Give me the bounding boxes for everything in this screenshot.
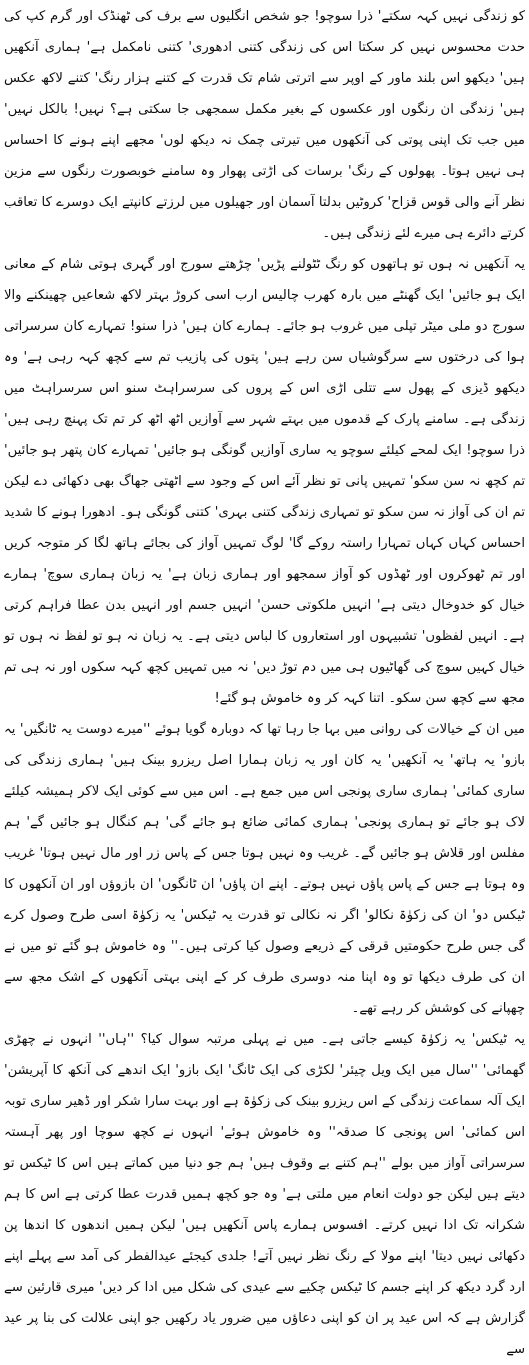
paragraph-2: یہ آنکھیں نہ ہوں تو ہاتھوں کو رنگ ٹٹولنے پڑیں' چڑھتے سورج اور گہری ہوتی شام کے معانی ایک ہو جائیں' ایک گھنٹے میں بارہ کھرب چالیس ارب اسی کروڑ بہتر لاکھ شعاعیں چھینکنے والا سورج دو ملی میٹر تپلی میں غروب ہو جائے۔ ہمارے کان ہیں' ذرا سنو! تمہارے کان سرسراتی ہوا کی درختوں سے سرگوشیاں سن رہے ہیں' پتوں کی پازیب تم سے کچھ کہہ رہی ہے' وہ دیکھو ڈیزی کے پھول سے تتلی اڑی اس کے پروں کی سرسراہٹ سنو اس سرسراہٹ میں زندگی ہے۔ سامنے پارک کے قدموں میں بہتے شہر سے آوازیں اٹھ اٹھ کر تم تک پہنچ رہی ہیں' ذرا سوچو! ایک لمحے کیلئے سوچو یہ ساری آوازیں گونگی ہو جائیں' تمہارے کان پتھر ہو جائیں' تم کچھ نہ سن سکو' تمہیں پانی تو نظر آئے اس کے وجود سے اٹھتی جھاگ بھی دکھائی دے لیکن تم ان کی آواز نہ سن سکو تو تمہاری زندگی کتنی بہری' کتنی گونگی ہو۔ ادھورا ہونے کا شدید احساس کہاں کہاں تمہارا راستہ روکے گا' لوگ تمہیں آواز کی بجائے ہاتھ لگا کر متوجہ کریں اور تم ٹھوکروں اور ٹھڈوں کو آواز سمجھو اور ہماری زبان ہے' یہ زبان ہماری سوچ' ہمارے خیال کو خدوخال دیتی ہے' انہیں ملکوتی حسن' انہیں جسم اور انہیں بدن عطا فراہم کرتی ہے۔ انہیں لفظوں' تشبیہوں اور استعاروں کا لباس دیتی ہے۔ یہ زبان نہ ہو تو لفظ نہ ہوں تو خیال کہیں سوچ کی گھاٹیوں ہی میں دم توڑ دیں' نہ میں تمہیں کچھ کہہ سکوں اور نہ ہی تم مجھ سے کچھ سن سکو۔ اتنا کہہ کر وہ خاموش ہو گئے! bbox=[4, 257, 525, 706]
paragraph-3: میں ان کے خیالات کی روانی میں بہا جا رہا تھا کہ دوبارہ گویا ہوئے ''میرے دوست یہ ٹانگیں' یہ بازو' یہ ہاتھ' یہ آنکھیں' یہ کان اور یہ زبان ہمارا اصل ریزرو بینک ہیں' ہماری زندگی کی ساری کمائی' ہماری ساری پونجی اس میں جمع ہے۔ اس میں سے کوئی ایک لاکر ہمیشہ کیلئے لاک ہو جائے تو ہماری پونجی' ہماری کمائی ضائع ہو جائے گی' ہم کنگال ہو جائیں گے' ہم مفلس اور قلاش ہو جائیں گے۔ غریب وہ نہیں ہوتا جس کے پاس زر اور مال نہیں ہوتا' غریب وہ ہوتا ہے جس کے پاس پاؤں نہیں ہوتے۔ اپنے ان پاؤں' ان ٹانگوں' ان بازوؤں اور ان آنکھوں کا ٹیکس دو' ان کی زکوٰۃ نکالو' اگر نہ نکالی تو قدرت یہ ٹیکس' یہ زکوٰۃ اسی طرح وصول کرے گی جس طرح حکومتیں قرقی کے ذریعے وصول کیا کرتی ہیں۔'' وہ خاموش ہو گئے تو میں نے ان کی طرف دیکھا تو وہ اپنا منہ دوسری طرف کر کے اپنی بہتی آنکھوں کے اشک مجھ سے چھپانے کی کوشش کر رہے تھے۔ bbox=[4, 722, 525, 1016]
paragraph-1: کو زندگی نہیں کہہ سکتے' ذرا سوچو! جو شخص انگلیوں سے برف کی ٹھنڈک اور گرم کپ کی حدت محسوس نہیں کر سکتا اس کی زندگی کتنی ادھوری' کتنی نامکمل ہے' ہماری آنکھیں ہیں' دیکھو اس بلند ماور کے اوپر سے اترتی شام تک قدرت کے کتنے ہزار رنگ' کتنے لاکھ عکس ہیں' زندگی ان رنگوں اور عکسوں کے بغیر مکمل سمجھی جا سکتی ہے؟ نہیں! بالکل نہیں' میں جب تک اپنی پوتی کی آنکھوں میں تیرتی چمک نہ دیکھ لوں' مجھے اپنے ہونے کا احساس ہی نہیں ہوتا۔ پھولوں کے رنگ' برسات کی اڑتی پھوار وہ سامنے خوبصورت رنگوں سے مزین نظر آنے والی قوس قزاح' کروٹیں بدلتا آسمان اور جھیلوں میں لرزتے کانپتے ایک دوسرے کا تعاقب کرتے دائرے ہی میرے لئے زندگی ہیں۔ bbox=[4, 9, 525, 241]
paragraph-4: یہ ٹیکس' یہ زکوٰۃ کیسے جاتی ہے۔ میں نے پہلی مرتبہ سوال کیا؟ ''ہاں'' انہوں نے چھڑی گھمائی' ''سال میں ایک ویل چیئر' لکڑی کی ایک ٹانگ' ایک بازو' ایک اندھے کی آنکھ کا آپریشن' ایک آلہ سماعت زندگی کے اس ریزرو بینک کی زکوٰۃ ہے اور بہت سارا شکر اور ڈھیر ساری توبہ اس کمائی' اس پونجی کا صدقہ'' وہ خاموش ہوئے' انہوں نے کچھ سوچا اور پھر آہستہ سرسراتی آواز میں بولے ''ہم کتنے بے وقوف ہیں' ہم جو دنیا میں کماتے ہیں اس کا ٹیکس تو دیتے ہیں لیکن جو دولت انعام میں ملتی ہے' وہ جو کچھ ہمیں قدرت عطا کرتی ہے اس کا ہم شکرانہ تک ادا نہیں کرتے۔ افسوس ہمارے پاس آنکھیں ہیں' لیکن ہمیں اندھوں کا اندھا پن دکھائی نہیں دیتا' اپنے مولا کے رنگ نظر نہیں آتے! جلدی کیجئے عیدالفطر کی آمد سے پہلے اپنے ارد گرد دیکھ کر اپنے جسم کا ٹیکس چکیے سے عیدی کی شکل میں ادا کر دیں' میری قارئین سے گزارش ہے کہ اس عید پر ان کو اپنی دعاؤں میں ضرور یاد رکھیں جو اپنی علالت کی بنا پر عید سے bbox=[4, 1032, 525, 1357]
